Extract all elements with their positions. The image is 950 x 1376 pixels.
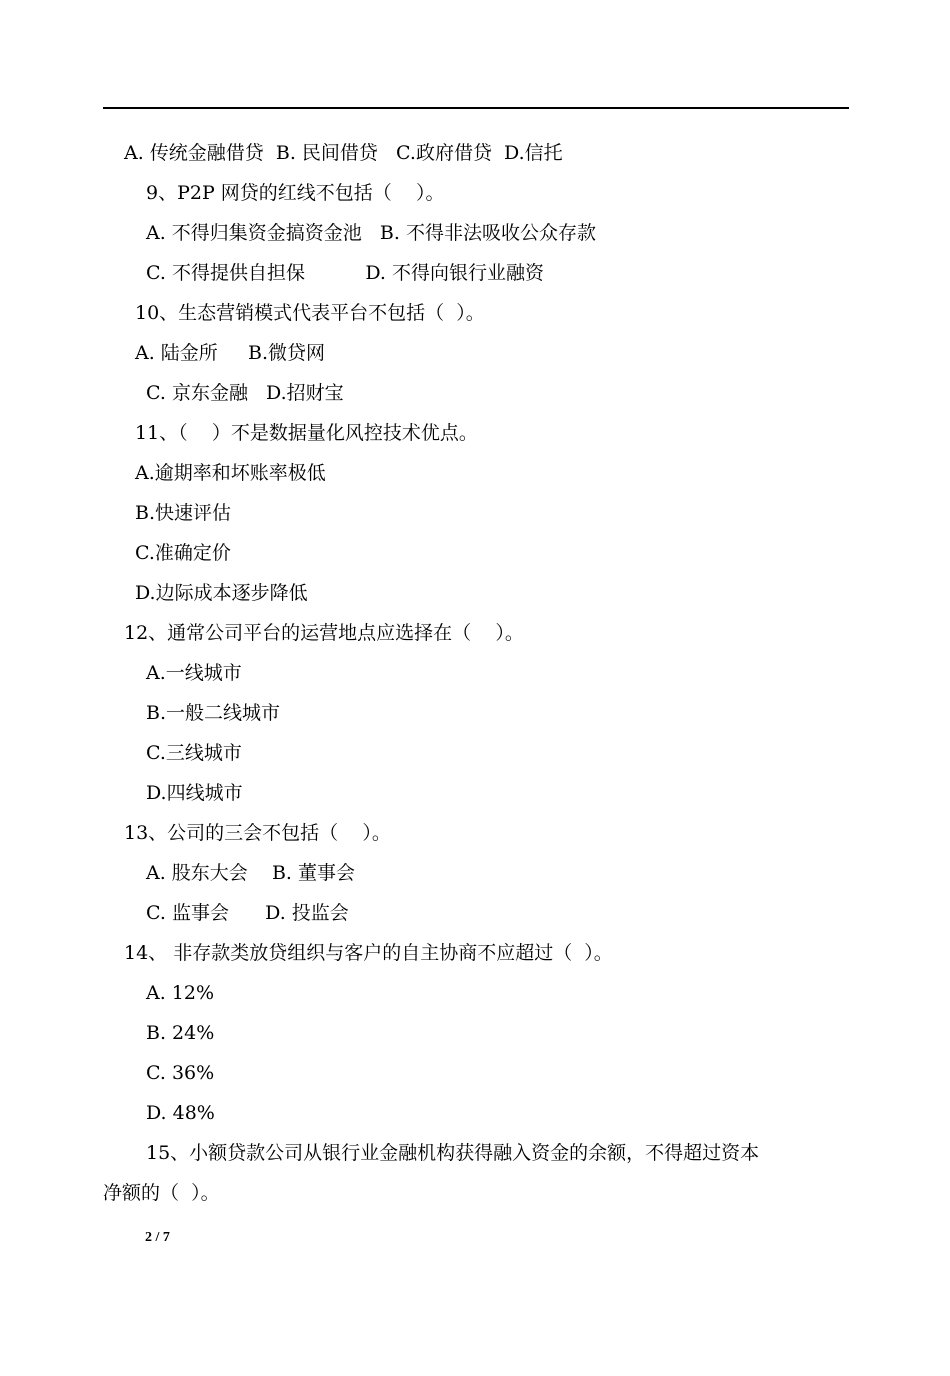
q13-options-ab: A. 股东大会 B. 董事会 xyxy=(146,862,356,884)
header-rule xyxy=(103,107,849,109)
q9-options-cd: C. 不得提供自担保 D. 不得向银行业融资 xyxy=(146,262,544,284)
q11-option-d: D.边际成本逐步降低 xyxy=(135,582,308,604)
q11-stem: 11、（ ）不是数据量化风控技术优点。 xyxy=(135,422,478,444)
q11-option-c: C.准确定价 xyxy=(135,542,231,564)
q12-option-c: C.三线城市 xyxy=(146,742,242,764)
q14-option-d: D. 48% xyxy=(146,1102,215,1124)
q12-option-d: D.四线城市 xyxy=(146,782,243,804)
q10-options-ab: A. 陆金所 B.微贷网 xyxy=(135,342,326,364)
q13-options-cd: C. 监事会 D. 投监会 xyxy=(146,902,349,924)
q14-option-a: A. 12% xyxy=(146,982,215,1004)
q15-stem-line2: 净额的（ ）。 xyxy=(103,1182,220,1204)
q15-stem-line1: 15、小额贷款公司从银行业金融机构获得融入资金的余额，不得超过资本 xyxy=(146,1142,760,1164)
q11-option-a: A.逾期率和坏账率极低 xyxy=(135,462,326,484)
q10-options-cd: C. 京东金融 D.招财宝 xyxy=(146,382,344,404)
q14-option-c: C. 36% xyxy=(146,1062,215,1084)
q14-stem: 14、 非存款类放贷组织与客户的自主协商不应超过（ ）。 xyxy=(124,942,613,964)
q8-options: A. 传统金融借贷 B. 民间借贷 C.政府借贷 D.信托 xyxy=(124,142,563,164)
q12-option-b: B.一般二线城市 xyxy=(146,702,281,724)
q10-stem: 10、生态营销模式代表平台不包括（ ）。 xyxy=(135,302,485,324)
q12-option-a: A.一线城市 xyxy=(146,662,242,684)
q9-options-ab: A. 不得归集资金搞资金池 B. 不得非法吸收公众存款 xyxy=(146,222,596,244)
q14-option-b: B. 24% xyxy=(146,1022,215,1044)
page-indicator: 2 / 7 xyxy=(145,1230,170,1245)
q11-option-b: B.快速评估 xyxy=(135,502,232,524)
q13-stem: 13、公司的三会不包括（ ）。 xyxy=(124,822,391,844)
q12-stem: 12、通常公司平台的运营地点应选择在（ ）。 xyxy=(124,622,524,644)
q9-stem: 9、P2P 网贷的红线不包括（ ）。 xyxy=(146,182,445,204)
